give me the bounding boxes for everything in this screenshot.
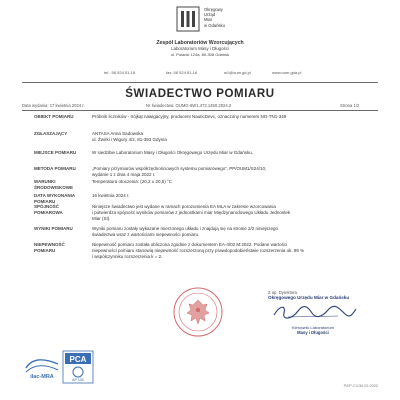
lab-subtitle: Laboratorium Masy i Długości: [171, 46, 229, 51]
oum-emblem-icon: [176, 6, 200, 32]
email: w1@oum.gd.pl: [224, 70, 251, 75]
signature-icon: [268, 303, 358, 321]
document-title: ŚWIADECTWO POMIARU: [125, 88, 275, 100]
field-label: WARUNKI ŚRODOWISKOWE: [34, 179, 73, 190]
stamp-name: Masy i Długości: [297, 330, 329, 336]
field-label: SPÓJNOŚĆ POMIAROWA: [34, 204, 63, 215]
header-divider: [22, 82, 378, 83]
stamp-org: Okręgowego Urzędu Miar w Gdańsku: [268, 295, 350, 300]
pca-logo-icon: [62, 350, 94, 384]
field-label: METODA POMIARU: [34, 166, 76, 171]
contact-row: [0, 70, 400, 78]
issue-date: Data wydania: 17 kwietnia 2024 r.: [22, 103, 85, 108]
official-seal-icon: [172, 286, 224, 338]
logo-line-4: w Gdańsku: [204, 22, 225, 28]
footer-code: P2/P-C1/30.02.2022: [343, 384, 378, 388]
pca-sub: AP 100: [72, 378, 84, 382]
page-number: Strona 1/2: [340, 103, 360, 108]
field-value: 16 kwietnia 2024 r.: [92, 193, 130, 198]
field-value: Niepewność pomiaru została obliczona zgodnie z dokumentem EA-4/02 M:2022. Podane wartości niepewności pomiaru stanowią niepewność rozszerzoną przy prawdopodobieństwie rozszerzenia ok. 95 % i współczynniku rozszerzenia k = 2.: [92, 242, 305, 259]
field-value: „Pomiary przymiarów współrzędnościowych systemu pomiarowego”, PP/OUM1/S24/10, wydanie 1 z dnia 4 maja 2022 r.: [92, 166, 267, 177]
ilac-text: ilac-MRA: [30, 374, 54, 380]
field-label: NIEPEWNOŚĆ POMIARU: [34, 242, 65, 253]
website: www.oum.gda.pl: [272, 70, 302, 75]
field-label: MIEJSCE POMIARU: [34, 150, 77, 155]
logo-line-1: Okręgowy: [204, 7, 223, 12]
logo-line-3: Miar: [204, 17, 213, 23]
field-value: ANTASA Anna Sadowska ul. Żwirki i Wigury 4/2, 81-393 Gdynia: [92, 131, 167, 142]
field-label: ZGŁASZAJĄCY: [34, 131, 68, 136]
field-label: DATA WYKONANIA POMIARU: [34, 193, 75, 204]
lab-heading: [0, 40, 400, 58]
field-value: Wyniki pomiaru zostały wykazane mierzonego układu i znajdują się na stronie 2/2 niniejszego świadectwa wraz z wartościami niepewności pomiaru.: [92, 226, 279, 237]
field-value: Temperatura otoczenia: (20,2 ± 20,5) °C: [92, 179, 173, 184]
field-value: Próbnik liczników - trójkąt nawigacyjny, producent NauticDevc, oznaczony numerem NO-TN1-349: [92, 114, 287, 119]
pca-text: PCA: [69, 355, 87, 364]
fax: fax: 58 524 51-16: [166, 70, 198, 75]
field-label: OBIEKT POMIARU: [34, 114, 74, 119]
meta-divider: [22, 110, 378, 111]
stamp-head: Z up. Dyrektora: [268, 290, 297, 295]
lab-address: ul. Polanki 124a, 80-308 Gdańsk: [170, 52, 230, 57]
field-label: WYNIKI POMIARU: [34, 226, 73, 231]
phone: tel.: 58 524 51-18: [104, 70, 136, 75]
certificate-number: Nr świadectwa: OUMG-6W1.473.1450.2024.2: [146, 103, 232, 108]
ilac-mra-logo-icon: [24, 354, 60, 380]
field-value: Niniejsze świadectwo jest wydane w ramach porozumienia EA MLA w zakresie wzorcowania i potwierdza spójność wyników pomiarów z jednostkami miar Międzynarodowego Układu Jednostek Miar (SI).: [92, 204, 291, 221]
oum-logo: [176, 6, 266, 38]
logo-text: [204, 7, 225, 28]
field-value: W siedzibie Laboratorium Masy i Długości Okręgowego Urzędu Miar w Gdańsku.: [92, 150, 254, 155]
lab-title: Zespół Laboratoriów Wzorcujących: [156, 40, 244, 46]
stamp-role: Kierownik Laboratorium: [291, 324, 335, 330]
signature-stamp: [268, 290, 386, 335]
logo-line-2: Urząd: [204, 12, 216, 18]
